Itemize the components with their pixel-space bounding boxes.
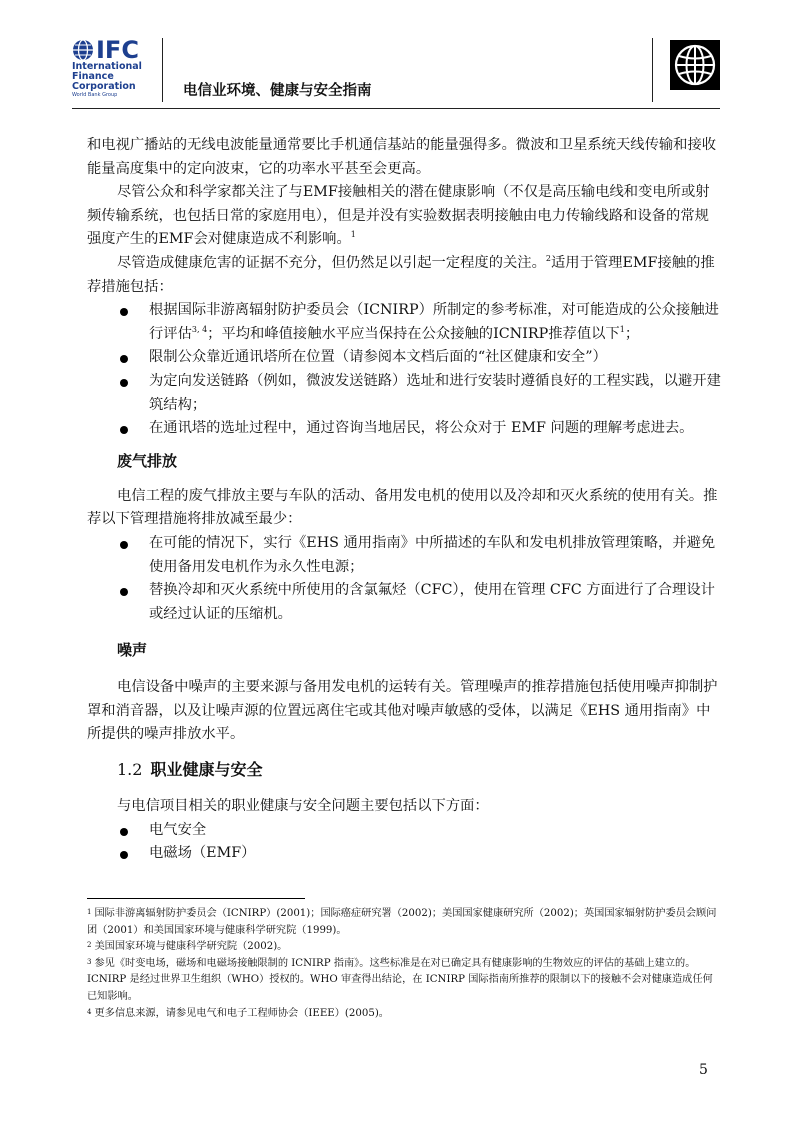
footnote-ref: 3, 4 — [191, 324, 208, 334]
header-divider-right — [652, 38, 653, 102]
bullet-icon — [120, 308, 128, 316]
ifc-name-line1: International — [72, 61, 142, 72]
paragraph: 电信设备中噪声的主要来源与备用发电机的运转有关。管理噪声的推荐措施包括使用噪声抑制护罩和消音器，以及让噪声源的位置远离住宅或其他对噪声敏感的受体，以满足《EHS 通用指南》中所提供的噪声排放水平。 — [87, 679, 718, 743]
world-bank-globe-icon — [670, 40, 720, 90]
list-item: 在可能的情况下，实行《EHS 通用指南》中所描述的车队和发电机排放管理策略，并避免使用备用发电机作为永久性电源； — [87, 532, 721, 579]
list-item: 电磁场（EMF） — [87, 842, 721, 866]
ifc-subtitle: World Bank Group — [72, 92, 118, 98]
footnote-rule — [87, 898, 305, 899]
list-item: 电气安全 — [87, 819, 721, 843]
footnote: $^2$ 美国国家环境与健康科学研究院（2002)。 — [87, 941, 288, 953]
bullet-icon — [120, 355, 128, 363]
page-header — [0, 0, 793, 110]
list-item: 根据国际非游离辐射防护委员会（ICNIRP）所制定的参考标准，对可能造成的公众接触进行评估$^{3, 4}$；平均和峰值接触水平应当保持在公众接触的ICNIRP推荐值以下$^1$； — [87, 299, 721, 346]
footnote: $^3$ 参见《时变电场，磁场和电磁场接触限制的 ICNIRP 指南》。这些标准是在对已确定具有健康影响的生物效应的评估的基础上建立的。ICNIRP 是经过世界卫生组织（WHO）授权的。WHO 审查得出结论，在 ICNIRP 国际指南所推荐的限制以下的接触不会对健康造成任何已知影响。 — [87, 957, 713, 1002]
main-content — [87, 134, 721, 866]
paragraph: 尽管造成健康危害的证据不充分，但仍然足以引起一定程度的关注。$^2$适用于管理EMF接触的推荐措施包括： — [87, 254, 715, 295]
list-item: 为定向发送链路（例如，微波发送链路）选址和进行安装时遵循良好的工程实践，以避开建筑结构； — [87, 370, 721, 417]
section-heading: 1.2 职业健康与安全 — [117, 760, 263, 780]
ifc-name-line3: Corporation — [72, 81, 136, 92]
paragraph: 与电信项目相关的职业健康与安全问题主要包括以下方面： — [117, 798, 489, 815]
header-divider-left — [162, 38, 163, 102]
list-item: 在通讯塔的选址过程中，通过咨询当地居民，将公众对于 EMF 问题的理解考虑进去。 — [87, 417, 721, 441]
footnote: $^4$ 更多信息来源，请参见电气和电子工程师协会（IEEE）(2005)。 — [87, 1007, 389, 1019]
section-heading: 废气排放 — [117, 451, 178, 470]
ifc-logo — [72, 38, 152, 99]
list-item: 替换冷却和灭火系统中所使用的含氯氟烃（CFC），使用在管理 CFC 方面进行了合理设计或经过认证的压缩机。 — [87, 579, 721, 626]
bullet-icon — [120, 828, 128, 836]
footnote-ref: 1 — [619, 324, 625, 334]
page-number: 5 — [699, 1062, 708, 1078]
footnotes — [87, 906, 721, 1022]
bullet-icon — [120, 541, 128, 549]
footnote-ref: 2 — [545, 254, 551, 264]
footnote: $^1$ 国际非游离辐射防护委员会（ICNIRP）(2001)；国际癌症研究署（2002)；美国国家健康研究所（2002)；英国国家辐射防护委员会顾问团（2001）和美国国家环境与健康科学研究院（1999)。 — [87, 908, 717, 936]
section-heading: 噪声 — [117, 641, 148, 660]
page-title: 电信业环境、健康与安全指南 — [183, 83, 372, 99]
list-item: 限制公众靠近通讯塔所在位置（请参阅本文档后面的“社区健康和安全”） — [87, 346, 721, 370]
header-rule — [72, 108, 720, 109]
bullet-icon — [120, 851, 128, 859]
ifc-name-line2: Finance — [72, 71, 114, 82]
paragraph: 和电视广播站的无线电波能量通常要比手机通信基站的能量强得多。微波和卫星系统天线传输和接收能量高度集中的定向波束，它的功率水平甚至会更高。 — [87, 137, 717, 177]
bullet-icon — [120, 379, 128, 387]
bullet-icon — [120, 426, 128, 434]
paragraph: 尽管公众和科学家都关注了与EMF接触相关的潜在健康影响（不仅是高压输电线和变电所或射频传输系统，也包括日常的家庭用电），但是并没有实验数据表明接触由电力传输线路和设备的常规强度产生的EMF会对健康造成不利影响。$^1$ — [87, 184, 710, 248]
ifc-globe-icon — [72, 39, 94, 61]
paragraph: 电信工程的废气排放主要与车队的活动、备用发电机的使用以及冷却和灭火系统的使用有关。推荐以下管理措施将排放减至最少： — [87, 487, 718, 528]
footnote-ref: 1 — [350, 230, 356, 240]
bullet-icon — [120, 588, 128, 596]
ifc-letters: IFC — [96, 36, 139, 64]
